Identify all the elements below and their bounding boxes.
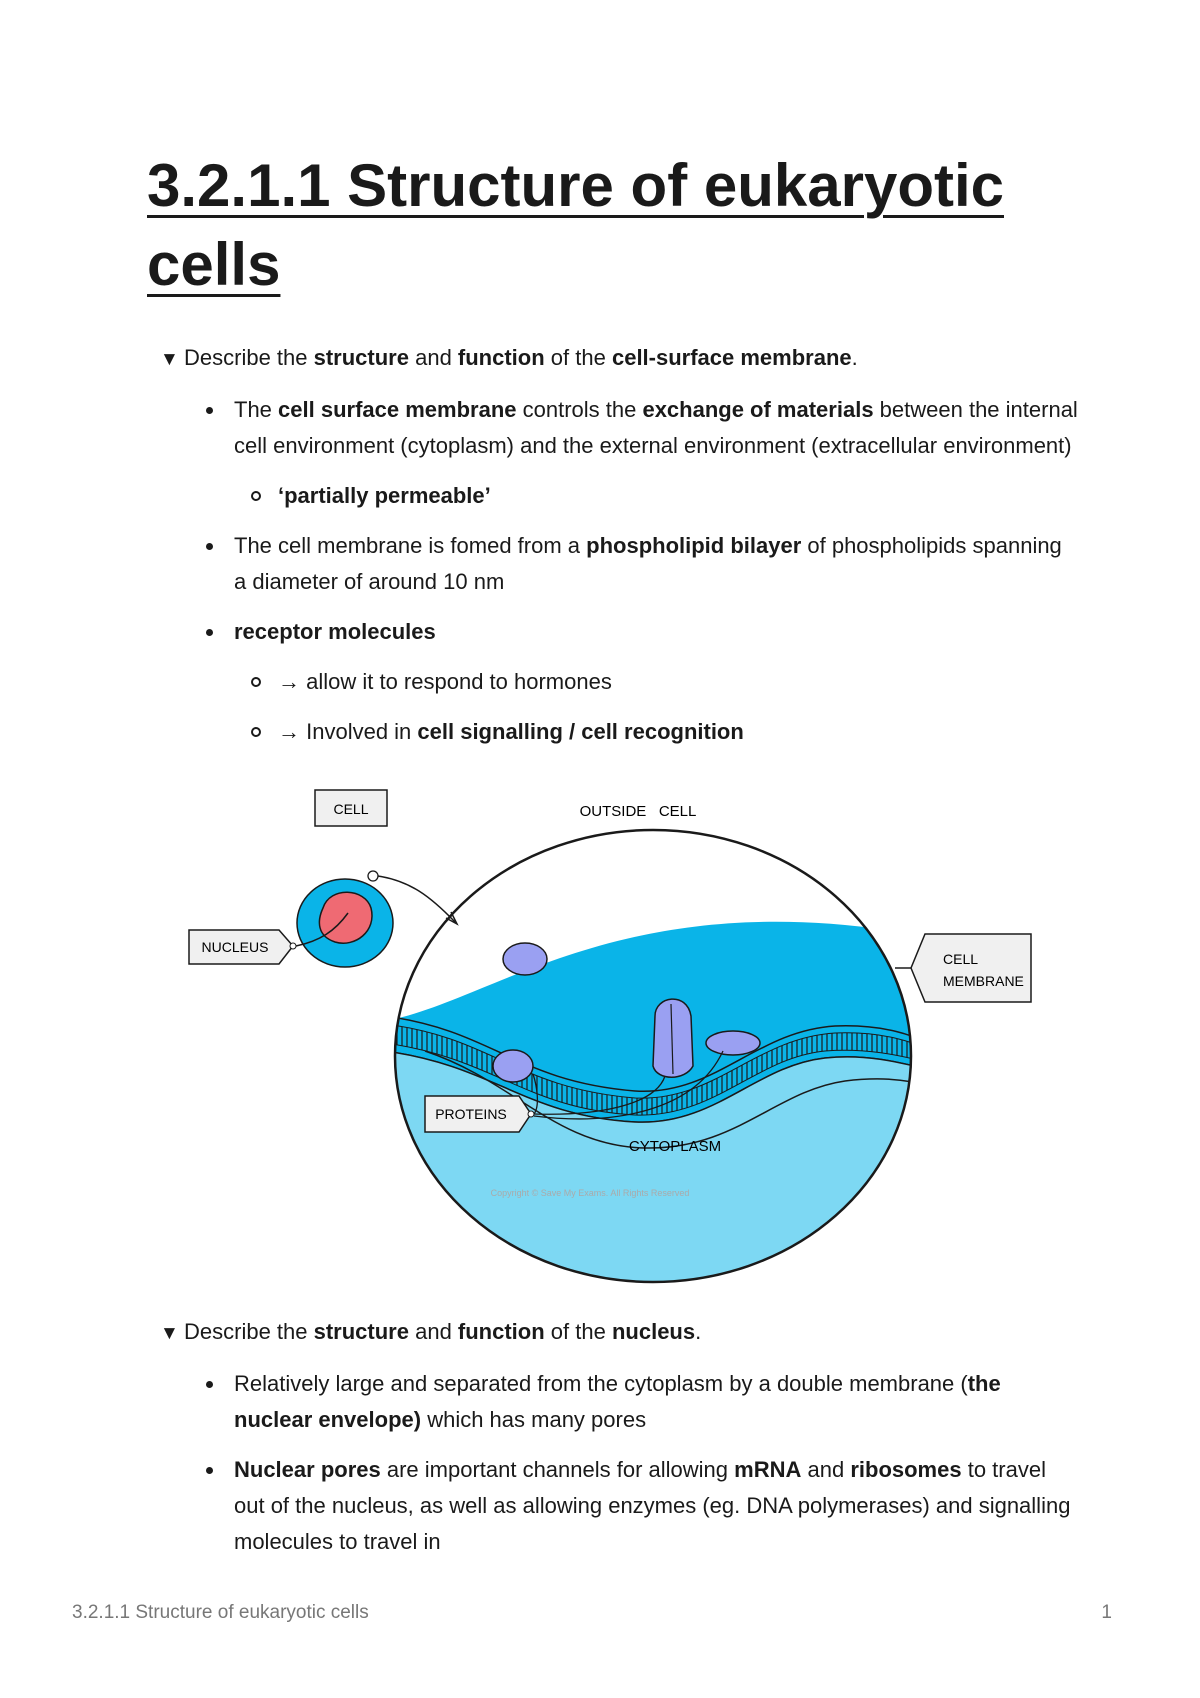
sub-bullet-item: [160, 714, 1080, 750]
text-run: the nuclear envelope): [234, 1371, 1001, 1432]
footer-title: 3.2.1.1 Structure of eukaryotic cells: [72, 1602, 369, 1623]
text-run: → allow it to respond to hormones: [278, 669, 612, 694]
copyright-text: Copyright © Save My Exams. All Rights Reserved: [490, 1188, 690, 1198]
text-run: and: [408, 345, 458, 370]
cell-membrane-label-box: [911, 934, 1031, 1002]
toggle-nucleus[interactable]: [160, 1314, 1080, 1560]
toggle-heading[interactable]: [160, 340, 1080, 378]
text-run: of phospholipids spanning a diameter of around 10 nm: [234, 533, 1062, 594]
bullet-item: [160, 1366, 1080, 1438]
text-run: exchange of materials: [642, 397, 874, 422]
text-run: which has many pores: [421, 1407, 647, 1432]
text-run: cell signalling / cell recognition: [417, 719, 744, 744]
bullet-item: [160, 614, 1080, 650]
text-run: between the internal cell environment (cytoplasm) and the external environment (extracellular environment): [234, 397, 1078, 458]
nucleus-shape: [319, 892, 372, 943]
text-run: cell surface membrane: [278, 397, 517, 422]
text-run: The: [234, 397, 279, 422]
text-run: Describe the: [184, 345, 314, 370]
text-run: nucleus: [611, 1319, 696, 1344]
text-run: phospholipid bilayer: [586, 533, 802, 558]
text-run: Relatively large and separated from the cytoplasm by a double membrane (: [234, 1371, 968, 1396]
protein-shape: [706, 1031, 760, 1055]
zoomed-membrane-view: [385, 826, 935, 1286]
toggle-cell-surface-membrane[interactable]: [160, 340, 1080, 750]
triangle-down-icon[interactable]: ▼: [160, 1323, 179, 1344]
cytoplasm-label: CYTOPLASM: [628, 1138, 722, 1155]
text-run: to travel out of the nucleus, as well as allowing enzymes (eg. DNA polymerases) and signalling molecules to travel in: [234, 1457, 1071, 1554]
bullet-item: [160, 392, 1080, 464]
cell-membrane-diagram: [195, 801, 1055, 1266]
triangle-down-icon[interactable]: ▼: [160, 349, 179, 370]
text-run: and: [408, 1319, 458, 1344]
text-run: .: [695, 1319, 702, 1344]
bullet-item: [160, 1452, 1080, 1560]
text-run: The cell membrane is fomed from a: [234, 533, 587, 558]
text-run: of the: [544, 1319, 612, 1344]
protein-shape: [503, 943, 547, 975]
bullet-list: [160, 392, 1080, 750]
text-run: mRNA: [734, 1457, 802, 1482]
toggle-heading[interactable]: [160, 1314, 1080, 1352]
text-run: cell-surface membrane: [611, 345, 852, 370]
text-run: function: [457, 1319, 545, 1344]
text-run: ‘partially permeable’: [278, 483, 491, 508]
sub-bullet-item: [160, 478, 1080, 514]
text-run: Nuclear pores: [234, 1457, 381, 1482]
text-run: function: [457, 345, 545, 370]
proteins-label: PROTEINS: [435, 1106, 507, 1122]
protein-shape: [493, 1050, 533, 1082]
cell-membrane-label-line2: MEMBRANE: [943, 973, 1024, 989]
page-title: 3.2.1.1 Structure of eukaryotic cells: [147, 152, 1004, 298]
text-run: controls the: [516, 397, 643, 422]
cell-membrane-label-line1: CELL: [943, 951, 979, 967]
text-run: → Involved in: [278, 719, 418, 744]
sub-bullet-item: [160, 664, 1080, 700]
text-run: are important channels for allowing: [380, 1457, 735, 1482]
nucleus-label: NUCLEUS: [201, 939, 269, 955]
bullet-item: [160, 528, 1080, 600]
cell-label: CELL: [333, 801, 369, 817]
text-run: and: [801, 1457, 851, 1482]
text-run: .: [851, 345, 858, 370]
text-run: ribosomes: [850, 1457, 962, 1482]
outside-cell-label: OUTSIDE CELL: [579, 803, 697, 820]
text-run: structure: [313, 345, 409, 370]
text-run: structure: [313, 1319, 409, 1344]
text-run: receptor molecules: [234, 619, 436, 644]
text-run: Describe the: [184, 1319, 314, 1344]
page-number: 1: [1101, 1602, 1112, 1623]
bullet-list: [160, 1366, 1080, 1560]
text-run: of the: [544, 345, 612, 370]
